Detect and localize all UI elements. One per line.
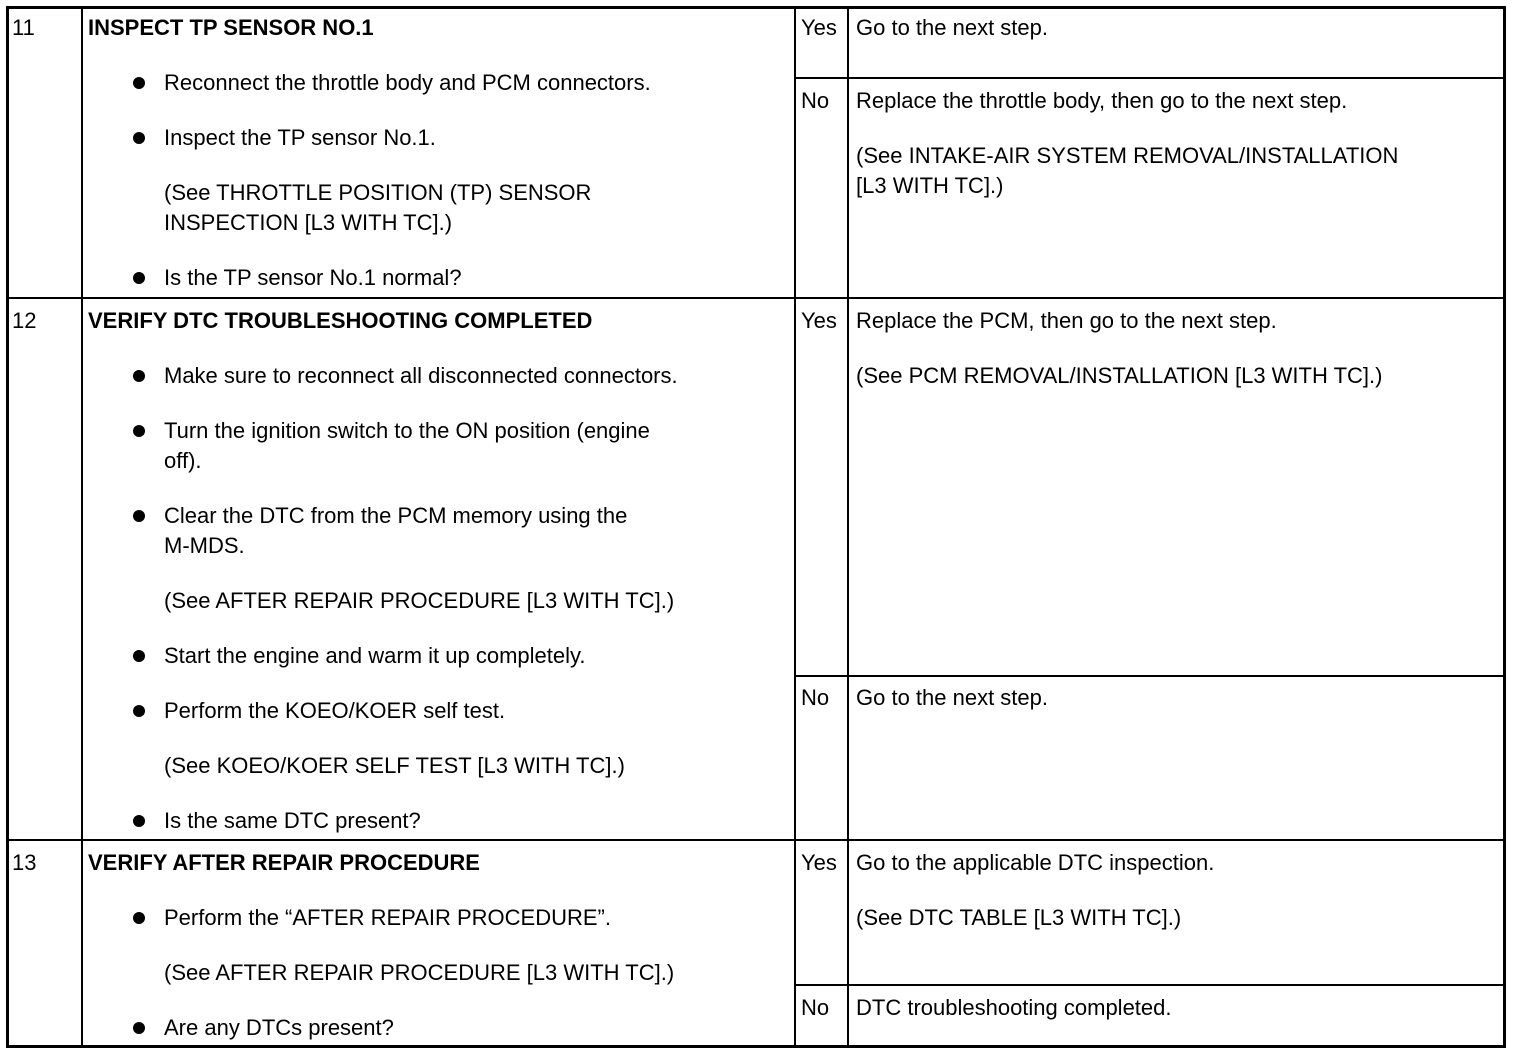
column-divider-step [81,6,83,1048]
yes-label: Yes [801,308,837,333]
instruction-text: Turn the ignition switch to the ON position (engine [164,418,650,443]
bullet-icon [133,510,145,522]
instruction-text: Inspect the TP sensor No.1. [164,125,436,150]
bullet-icon [133,425,145,437]
reference-text: INSPECTION [L3 WITH TC].) [164,210,453,235]
yes-result: Go to the applicable DTC inspection. [856,850,1215,875]
yes-result-reference: (See DTC TABLE [L3 WITH TC].) [856,905,1182,930]
instruction-text: Clear the DTC from the PCM memory using the [164,503,628,528]
reference-text: (See AFTER REPAIR PROCEDURE [L3 WITH TC].) [164,960,675,985]
reference-text: (See THROTTLE POSITION (TP) SENSOR [164,180,592,205]
row-divider [6,839,1506,841]
bullet-icon [133,370,145,382]
bullet-icon [133,1022,145,1034]
bullet-icon [133,705,145,717]
yes-result: Replace the PCM, then go to the next step. [856,308,1277,333]
step-title: VERIFY DTC TROUBLESHOOTING COMPLETED [88,308,593,333]
no-result-reference: (See INTAKE-AIR SYSTEM REMOVAL/INSTALLATION [856,143,1399,168]
column-divider-result [847,6,849,1048]
yes-label: Yes [801,850,837,875]
instruction-text: Is the TP sensor No.1 normal? [164,265,462,290]
bullet-icon [133,815,145,827]
no-result: Replace the throttle body, then go to the next step. [856,88,1348,113]
yes-result: Go to the next step. [856,15,1049,40]
reference-text: (See AFTER REPAIR PROCEDURE [L3 WITH TC].) [164,588,675,613]
instruction-text: off). [164,448,202,473]
bullet-icon [133,77,145,89]
instruction-text: Perform the KOEO/KOER self test. [164,698,506,723]
step-number: 12 [12,308,37,333]
reference-text: (See KOEO/KOER SELF TEST [L3 WITH TC].) [164,753,625,778]
bullet-icon [133,912,145,924]
bullet-icon [133,132,145,144]
no-result: DTC troubleshooting completed. [856,995,1172,1020]
result-divider [794,77,1506,79]
column-divider-action [794,6,796,1048]
instruction-text: Start the engine and warm it up completely. [164,643,586,668]
instruction-text: Perform the “AFTER REPAIR PROCEDURE”. [164,905,611,930]
instruction-text: Make sure to reconnect all disconnected connectors. [164,363,678,388]
instruction-text: M-MDS. [164,533,245,558]
no-label: No [801,685,830,710]
instruction-text: Reconnect the throttle body and PCM connectors. [164,70,651,95]
step-title: INSPECT TP SENSOR NO.1 [88,15,374,40]
no-result: Go to the next step. [856,685,1049,710]
result-divider [794,675,1506,677]
instruction-text: Is the same DTC present? [164,808,421,833]
no-result-reference: [L3 WITH TC].) [856,173,1004,198]
instruction-text: Are any DTCs present? [164,1015,394,1040]
step-number: 13 [12,850,37,875]
yes-result-reference: (See PCM REMOVAL/INSTALLATION [L3 WITH TC].) [856,363,1383,388]
step-number: 11 [12,15,35,40]
no-label: No [801,88,830,113]
bullet-icon [133,650,145,662]
no-label: No [801,995,830,1020]
row-divider [6,297,1506,299]
bullet-icon [133,272,145,284]
result-divider [794,984,1506,986]
yes-label: Yes [801,15,837,40]
step-title: VERIFY AFTER REPAIR PROCEDURE [88,850,480,875]
